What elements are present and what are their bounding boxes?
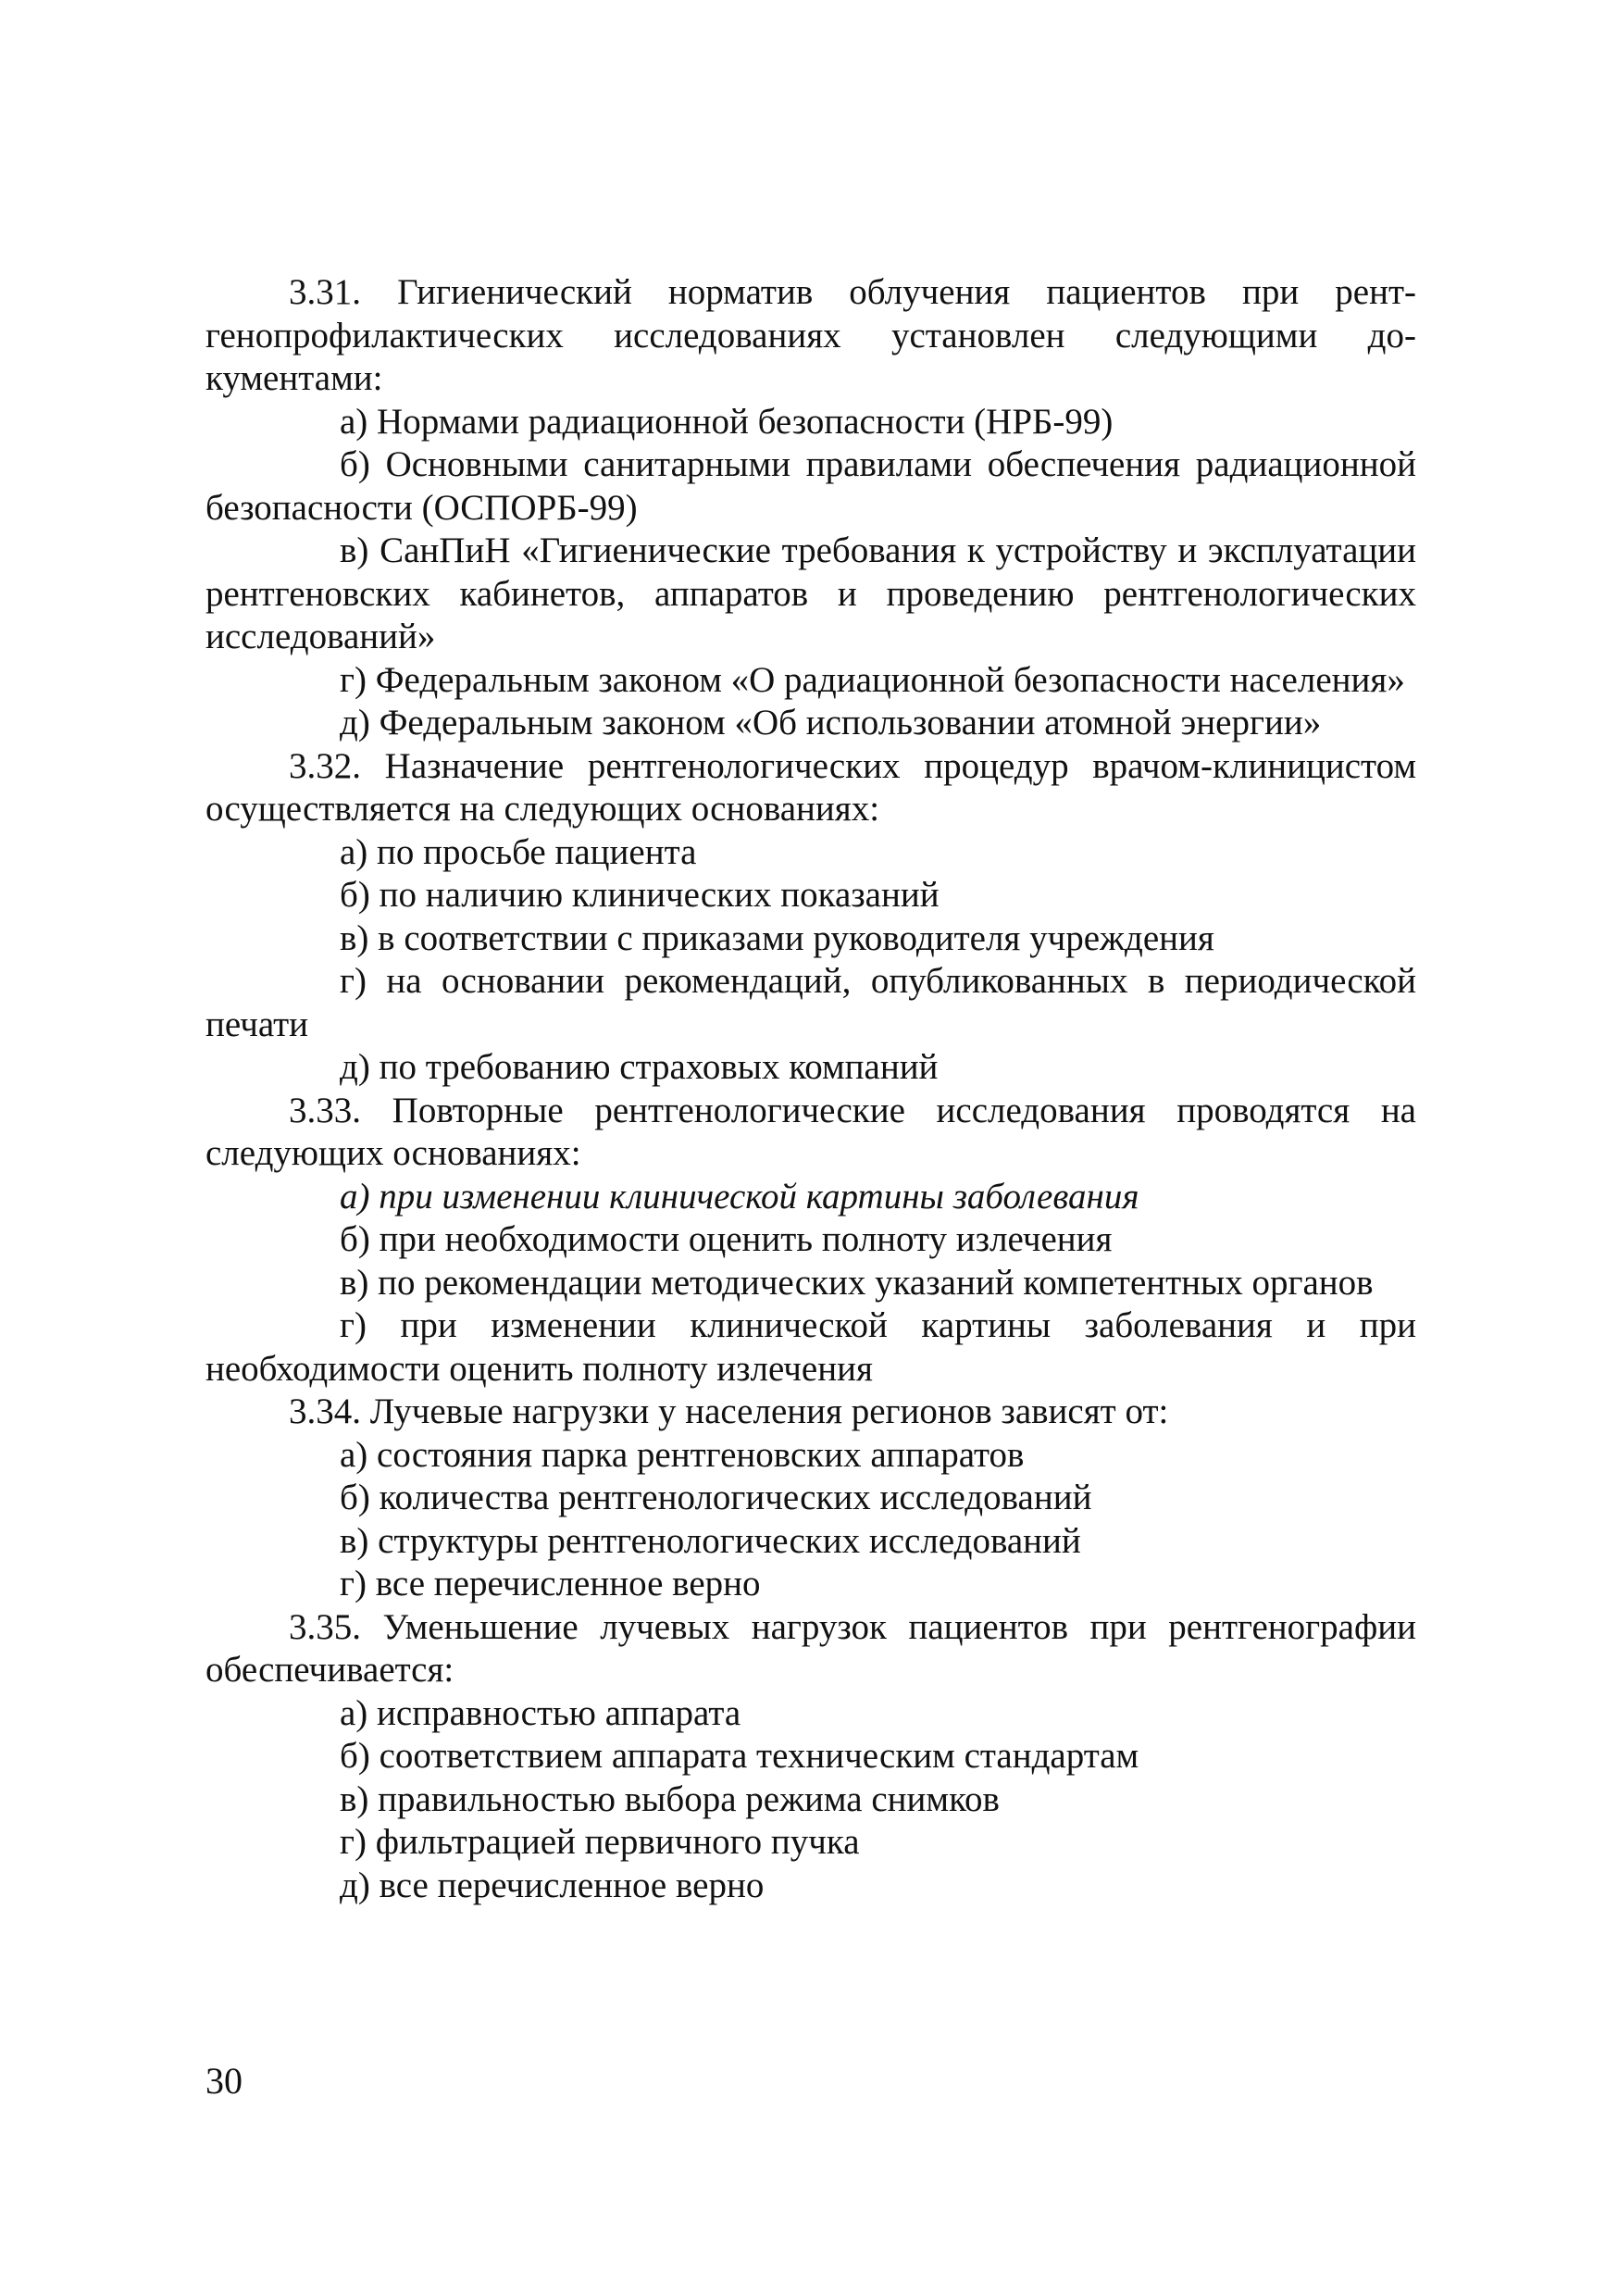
option-3-32-v: в) в соответствии с приказами руководителя учреждения	[340, 917, 1214, 958]
option-3-35-v: в) правильностью выбора режима снимков	[340, 1778, 1000, 1819]
question-3-34: 3.34. Лучевые нагрузки у населения регионов зависят от:	[289, 1391, 1169, 1431]
option-3-31-v: в) СанПиН «Гигиенические требования к устройству и эксплуатации рентгеновских кабинетов, аппаратов и проведению рентгенологических исследований»	[205, 530, 1416, 656]
option-3-34-a: а) состояния парка рентгеновских аппаратов	[340, 1434, 1025, 1475]
option-3-31-g: г) Федеральным законом «О радиационной безопасности населения»	[340, 659, 1405, 700]
option-3-33-g: г) при изменении клинической картины заболевания и при необходимости оценить полноту излечения	[205, 1305, 1416, 1389]
option-3-31-a: а) Нормами радиационной безопасности (НРБ-99)	[340, 401, 1114, 442]
option-3-32-g: г) на основании рекомендаций, опубликованных в периодической печати	[205, 961, 1416, 1044]
question-3-31: 3.31. Гигиенический норматив облучения пациентов при рентгенопрофилактических исследованиях установлен следующими документами:	[205, 272, 1416, 398]
option-3-35-d: д) все перечисленное верно	[340, 1865, 765, 1905]
option-3-31-b: б) Основными санитарными правилами обеспечения радиационной безопасности (ОСПОРБ-99)	[205, 444, 1416, 528]
option-3-32-b: б) по наличию клинических показаний	[340, 875, 940, 915]
option-3-33-a: а) при изменении клинической картины заболевания	[340, 1176, 1139, 1217]
option-3-33-b: б) при необходимости оценить полноту излечения	[340, 1219, 1113, 1259]
option-3-32-d: д) по требованию страховых компаний	[340, 1047, 939, 1087]
question-3-35: 3.35. Уменьшение лучевых нагрузок пациентов при рентгенографии обеспечивается:	[205, 1606, 1416, 1690]
option-3-34-v: в) структуры рентгенологических исследований	[340, 1520, 1081, 1561]
question-3-32: 3.32. Назначение рентгенологических процедур врачом-клиницистом осуществляется на следующих основаниях:	[205, 745, 1416, 829]
page-number: 30	[205, 2060, 243, 2102]
option-3-34-b: б) количества рентгенологических исследований	[340, 1478, 1092, 1517]
option-3-31-d: д) Федеральным законом «Об использовании атомной энергии»	[340, 703, 1322, 742]
option-3-35-b: б) соответствием аппарата техническим стандартам	[340, 1736, 1139, 1776]
option-3-32-a: а) по просьбе пациента	[340, 831, 697, 872]
option-3-34-g: г) все перечисленное верно	[340, 1564, 761, 1603]
option-3-35-g: г) фильтрацией первичного пучка	[340, 1822, 860, 1862]
page-content	[205, 271, 1416, 1907]
option-3-35-a: а) исправностью аппарата	[340, 1692, 741, 1733]
question-3-33: 3.33. Повторные рентгенологические исследования проводятся на следующих основаниях:	[205, 1090, 1416, 1173]
option-3-33-v: в) по рекомендации методических указаний компетентных органов	[340, 1262, 1374, 1303]
